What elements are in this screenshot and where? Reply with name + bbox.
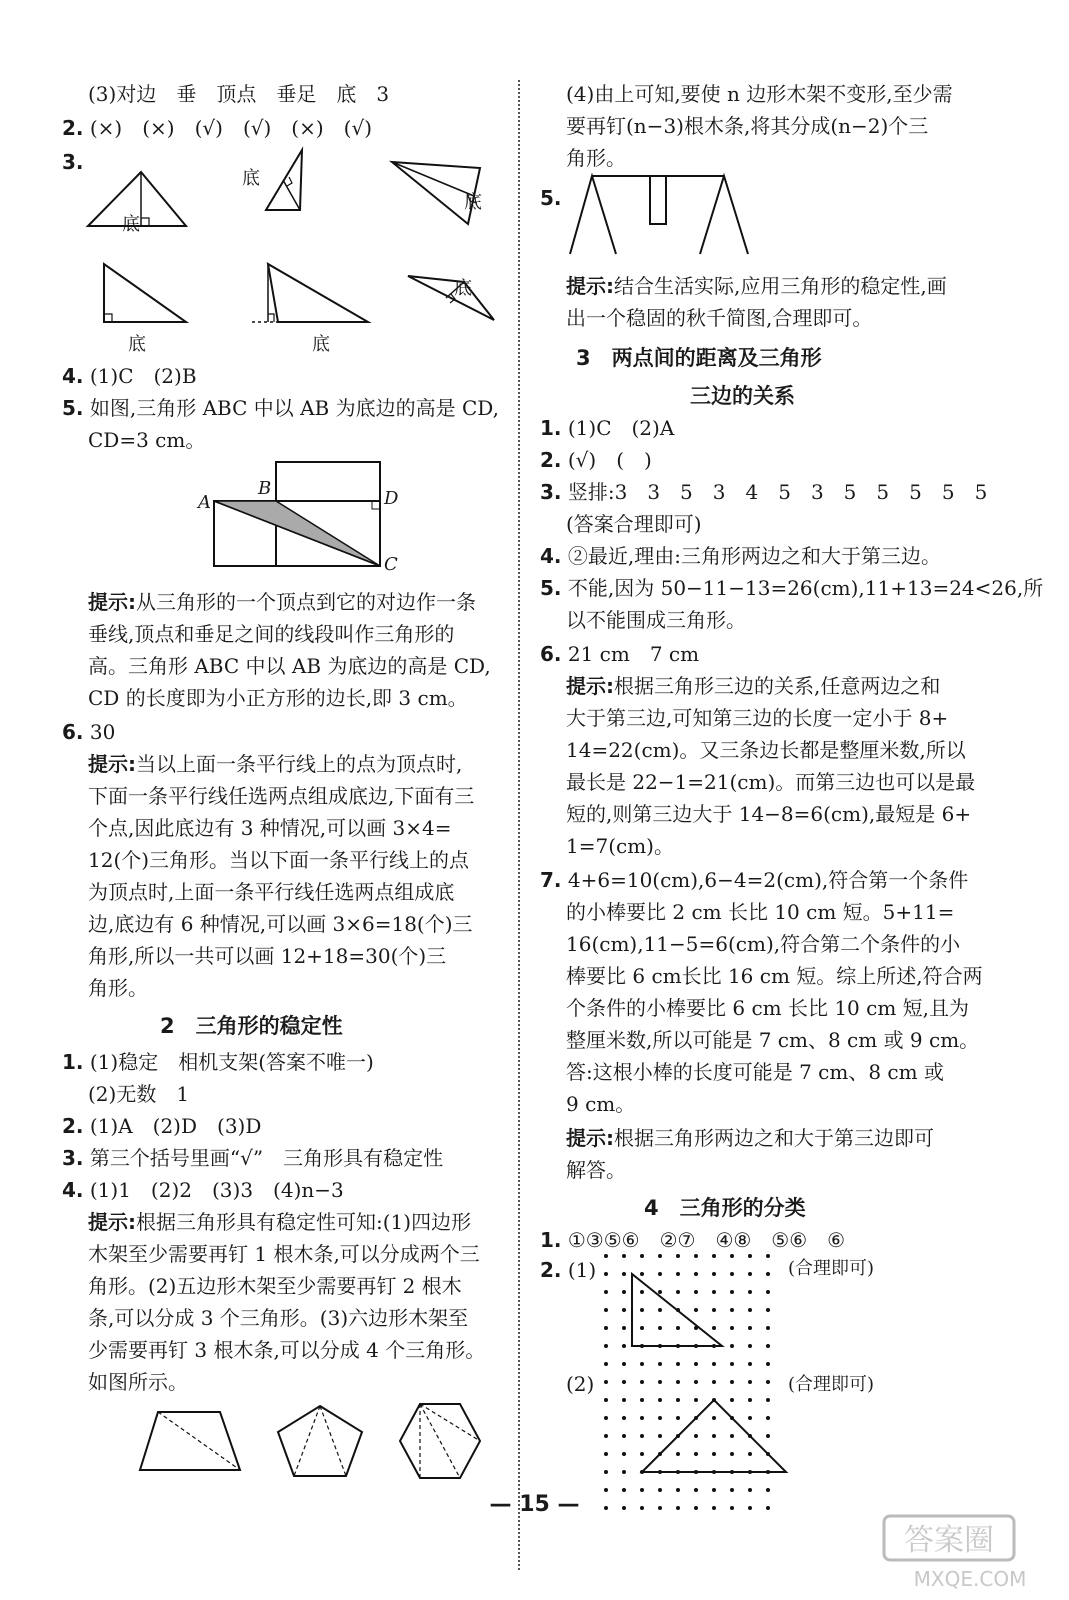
hint-5-line-4: CD 的长度即为小正方形的边长,即 3 cm。 (88, 686, 468, 710)
grid-dot (658, 1416, 662, 1420)
grid-dot (676, 1326, 680, 1330)
s3-q6-number: 6. (540, 642, 562, 666)
s2-q3-answer: 第三个括号里画“√” 三角形具有稳定性 (89, 1146, 444, 1170)
grid-dot (604, 1380, 608, 1384)
grid-dot (712, 1308, 716, 1312)
grid-dot (730, 1362, 734, 1366)
grid-dot (730, 1308, 734, 1312)
grid-dot (604, 1326, 608, 1330)
grid-dot (712, 1380, 716, 1384)
section-3-title-2: 三边的关系 (690, 384, 795, 408)
grid-dot (604, 1290, 608, 1294)
reasonable-note-1: (合理即可) (788, 1258, 875, 1279)
grid-dot (604, 1344, 608, 1348)
hint-6-line-1: 当以上面一条平行线上的点为顶点时, (136, 752, 463, 776)
s2-q3-number: 3. (62, 1146, 84, 1170)
grid-dot (766, 1362, 770, 1366)
grid-dot (640, 1290, 644, 1294)
section-3-heading (576, 342, 822, 372)
hint-4-line-3: 角形。(2)五边形木架至少需要再钉 2 根木 (88, 1274, 462, 1298)
grid-dot (694, 1272, 698, 1276)
triangle-figure-1 (86, 168, 196, 228)
grid-dot (622, 1452, 626, 1456)
grid-dot (766, 1308, 770, 1312)
grid-dot (658, 1326, 662, 1330)
section-4-heading (644, 1192, 806, 1222)
hint-6-line-8: 角形。 (88, 976, 148, 1000)
r-answer-line-1: (4)由上可知,要使 n 边形木架不变形,至少需 (566, 82, 953, 106)
watermark-text-1: 答案圈 (904, 1523, 994, 1558)
hint-label: 提示: (88, 590, 136, 614)
grid-dot (676, 1290, 680, 1294)
r-hint-6-line-6: 1=7(cm)。 (566, 834, 674, 858)
q6-number: 6. (62, 720, 84, 744)
hint-label: 提示: (566, 274, 614, 298)
grid-dot (712, 1362, 716, 1366)
grid-dot (766, 1380, 770, 1384)
r-answer-line-3: 角形。 (566, 146, 626, 170)
grid-dot (604, 1398, 608, 1402)
q6-answer: 30 (89, 720, 116, 744)
grid-dot (640, 1434, 644, 1438)
grid-dot (694, 1434, 698, 1438)
pentagon-figure (274, 1402, 366, 1480)
triangle-figure-5 (252, 260, 372, 326)
grid-dot (604, 1272, 608, 1276)
grid-dot (604, 1254, 608, 1258)
grid-dot (622, 1362, 626, 1366)
grid-dot (766, 1290, 770, 1294)
grid-dot (694, 1362, 698, 1366)
s3-q7-line-6: 整厘米数,所以可能是 7 cm、8 cm 或 9 cm。 (566, 1028, 980, 1052)
s2-q1-number: 1. (62, 1050, 84, 1074)
s3-q7-line-2: 的小棒要比 2 cm 长比 10 cm 短。5+11= (566, 900, 955, 924)
grid-dot (622, 1254, 626, 1258)
grid-dot (712, 1290, 716, 1294)
hint-4-line-5: 少需要再钉 3 根木条,可以分成 4 个三角形。 (88, 1338, 486, 1362)
grid-dot (622, 1308, 626, 1312)
grid-dot (658, 1308, 662, 1312)
triangle-figure-2 (262, 148, 322, 213)
q4-answer: (1)C (2)B (89, 364, 197, 388)
grid-dot (766, 1254, 770, 1258)
grid-dot (640, 1362, 644, 1366)
s3-q3-answer: 竖排:3 3 5 3 4 5 3 5 5 5 5 5 (567, 480, 988, 504)
hint-4-line-1: 根据三角形具有稳定性可知:(1)四边形 (136, 1210, 472, 1234)
grid-dot (730, 1452, 734, 1456)
grid-dot (676, 1380, 680, 1384)
s3-q7-line-8: 9 cm。 (566, 1092, 636, 1116)
grid-dot (622, 1470, 626, 1474)
s3-q7-line-5: 个条件的小棒要比 6 cm 长比 10 cm 短,且为 (566, 996, 970, 1020)
s3-q7-number: 7. (540, 868, 562, 892)
r-hint-7-line-2: 解答。 (566, 1158, 626, 1182)
grid-dot (640, 1380, 644, 1384)
grid-dot (730, 1434, 734, 1438)
s4-q2-part-1: (1) (567, 1258, 597, 1282)
s4-q1-answer: ①③⑤⑥ ②⑦ ④⑧ ⑤⑥ ⑥ (567, 1228, 846, 1252)
grid-dot (604, 1452, 608, 1456)
watermark-logo (880, 1512, 1060, 1594)
grid-dot (748, 1290, 752, 1294)
grid-dot (748, 1326, 752, 1330)
grid-dot (622, 1434, 626, 1438)
grid-dot (712, 1326, 716, 1330)
grid-dot (748, 1272, 752, 1276)
s2-q2-answer: (1)A (2)D (3)D (89, 1114, 262, 1138)
grid-dot (640, 1452, 644, 1456)
grid-dot (658, 1272, 662, 1276)
s4-q2-number: 2. (540, 1258, 562, 1282)
abcd-figure (212, 460, 382, 570)
grid-dot (694, 1398, 698, 1402)
r-hint-7-line-1: 根据三角形两边之和大于第三边即可 (614, 1126, 934, 1150)
grid-dot (766, 1326, 770, 1330)
grid-dot (748, 1380, 752, 1384)
r-answer-line-2: 要再钉(n−3)根木条,将其分成(n−2)个三 (566, 114, 929, 138)
grid-dot (712, 1452, 716, 1456)
grid-dot (622, 1326, 626, 1330)
s3-q5-answer: 不能,因为 50−11−13=26(cm),11+13=24<26,所 (567, 576, 1044, 600)
r-hint-6-line-2: 大于第三边,可知第三边的长度一定小于 8+ (566, 706, 949, 730)
grid-dot (604, 1362, 608, 1366)
fig-label-b: B (258, 478, 272, 499)
s3-q1-number: 1. (540, 416, 562, 440)
s3-q1-answer: (1)C (2)A (567, 416, 675, 440)
grid-dot (712, 1254, 716, 1258)
q5-number: 5. (62, 396, 84, 420)
section-2-heading (160, 1010, 343, 1040)
grid-dot (640, 1272, 644, 1276)
grid-dot (748, 1344, 752, 1348)
grid-dot (748, 1416, 752, 1420)
hint-6-line-4: 12(个)三角形。当以下面一条平行线上的点 (88, 848, 470, 872)
s3-q5-number: 5. (540, 576, 562, 600)
grid-dot (766, 1416, 770, 1420)
hint-6-line-6: 边,底边有 6 种情况,可以画 3×6=18(个)三 (88, 912, 473, 936)
grid-dot (676, 1272, 680, 1276)
r-q5-number: 5. (540, 186, 562, 210)
grid-dot (748, 1398, 752, 1402)
s3-q7-answer: 4+6=10(cm),6−4=2(cm),符合第一个条件 (567, 868, 969, 892)
hint-4-line-4: 条,可以分成 3 个三角形。(3)六边形木架至 (88, 1306, 469, 1330)
s2-q4-number: 4. (62, 1178, 84, 1202)
grid-dot (730, 1380, 734, 1384)
grid-dot (622, 1380, 626, 1384)
r-hint-6-line-5: 短的,则第三边大于 14−8=6(cm),最短是 6+ (566, 802, 972, 826)
triangle-figure-4 (100, 260, 190, 326)
grid-dot (730, 1272, 734, 1276)
q2-number: 2. (62, 116, 84, 140)
grid-dot (694, 1290, 698, 1294)
grid-dot (694, 1308, 698, 1312)
grid-dot (658, 1362, 662, 1366)
grid-dot (748, 1254, 752, 1258)
grid-dot (730, 1344, 734, 1348)
s2-q4-answer: (1)1 (2)2 (3)3 (4)n−3 (89, 1178, 344, 1202)
section-3-number: 3 (576, 346, 591, 370)
triangle-label-6: 底 (454, 278, 472, 299)
fig-label-a: A (198, 492, 211, 513)
triangle-label-1: 底 (122, 214, 140, 235)
grid-dot (766, 1272, 770, 1276)
answer-3-line: (3)对边 垂 顶点 垂足 底 3 (88, 82, 390, 106)
s3-q3-answer-2: (答案合理即可) (566, 512, 702, 536)
hint-4-line-6: 如图所示。 (88, 1370, 188, 1394)
grid-dot (730, 1326, 734, 1330)
s3-q4-number: 4. (540, 544, 562, 568)
grid-dot (730, 1398, 734, 1402)
r-hint-5-line-1: 结合生活实际,应用三角形的稳定性,画 (614, 274, 947, 298)
q4-number: 4. (62, 364, 84, 388)
grid-dot (712, 1272, 716, 1276)
right-triangle-drawing (632, 1274, 722, 1346)
s2-q2-number: 2. (62, 1114, 84, 1138)
s3-q7-line-4: 棒要比 6 cm长比 16 cm 短。综上所述,符合两 (566, 964, 983, 988)
grid-dot (622, 1272, 626, 1276)
section-2-number: 2 (160, 1014, 175, 1038)
grid-dot (748, 1362, 752, 1366)
watermark-text-2: MXQE.COM (913, 1567, 1027, 1591)
s4-q1-number: 1. (540, 1228, 562, 1252)
grid-dot (658, 1434, 662, 1438)
s3-q7-line-3: 16(cm),11−5=6(cm),符合第二个条件的小 (566, 932, 961, 956)
hint-label: 提示: (88, 1210, 136, 1234)
s3-q5-answer-2: 以不能围成三角形。 (566, 608, 746, 632)
grid-dot (604, 1470, 608, 1474)
triangle-label-2: 底 (242, 168, 260, 189)
hint-6-line-2: 下面一条平行线任选两点组成底边,下面有三 (88, 784, 475, 808)
grid-dot (622, 1416, 626, 1420)
hint-5-line-2: 垂线,顶点和垂足之间的线段叫作三角形的 (88, 622, 455, 646)
s2-q1-answer-2: (2)无数 1 (88, 1082, 190, 1106)
triangle-figure-6 (406, 272, 496, 322)
grid-dot (640, 1416, 644, 1420)
grid-dot (712, 1416, 716, 1420)
hint-5-line-1: 从三角形的一个顶点到它的对边作一条 (136, 590, 476, 614)
r-hint-6-line-4: 最长是 22−1=21(cm)。而第三边也可以是最 (566, 770, 976, 794)
hint-label: 提示: (566, 674, 614, 698)
s3-q2-answer: (√) ( ) (567, 448, 652, 472)
grid-dot (640, 1326, 644, 1330)
grid-dot (712, 1434, 716, 1438)
s3-q3-number: 3. (540, 480, 562, 504)
hint-6-line-7: 角形,所以一共可以画 12+18=30(个)三 (88, 944, 447, 968)
grid-dot (748, 1308, 752, 1312)
grid-dot (622, 1398, 626, 1402)
triangle-label-4: 底 (128, 334, 146, 355)
grid-dot (622, 1344, 626, 1348)
triangle-label-3: 底 (464, 192, 482, 213)
q2-answer: (×) (×) (√) (√) (×) (√) (89, 116, 373, 140)
grid-dot (640, 1308, 644, 1312)
grid-dot (676, 1254, 680, 1258)
grid-dot (694, 1380, 698, 1384)
grid-dot (658, 1290, 662, 1294)
grid-dot (766, 1344, 770, 1348)
section-2-title: 三角形的稳定性 (195, 1014, 343, 1038)
r-hint-5-line-2: 出一个稳固的秋千简图,合理即可。 (566, 306, 873, 330)
hint-label: 提示: (566, 1126, 614, 1150)
grid-dot (604, 1416, 608, 1420)
grid-dot (604, 1308, 608, 1312)
q5-answer-2: CD=3 cm。 (88, 428, 206, 452)
grid-dot (622, 1290, 626, 1294)
s3-q6-answer: 21 cm 7 cm (567, 642, 700, 666)
grid-dot (730, 1254, 734, 1258)
grid-dot (658, 1380, 662, 1384)
grid-dot (676, 1398, 680, 1402)
quadrilateral-figure (136, 1408, 246, 1474)
reasonable-note-2: (合理即可) (788, 1374, 875, 1395)
grid-dot (676, 1362, 680, 1366)
hint-6-line-3: 个点,因此底边有 3 种情况,可以画 3×4= (88, 816, 452, 840)
grid-dot (676, 1416, 680, 1420)
grid-dot (694, 1452, 698, 1456)
hexagon-figure (396, 1400, 484, 1482)
grid-dot (676, 1452, 680, 1456)
section-4-title: 三角形的分类 (679, 1196, 806, 1220)
s3-q4-answer: ②最近,理由:三角形两边之和大于第三边。 (567, 544, 941, 568)
grid-dot (766, 1434, 770, 1438)
grid-dot (730, 1290, 734, 1294)
grid-dot (748, 1452, 752, 1456)
dot-grid-1 (598, 1250, 788, 1365)
grid-dot (658, 1398, 662, 1402)
fig-label-d: D (384, 488, 399, 509)
grid-dot (658, 1254, 662, 1258)
s3-q7-line-7: 答:这根小棒的长度可能是 7 cm、8 cm 或 (566, 1060, 944, 1084)
s2-q1-answer: (1)稳定 相机支架(答案不唯一) (89, 1050, 374, 1074)
s4-q2-part-2: (2) (566, 1372, 595, 1396)
hint-5-line-3: 高。三角形 ABC 中以 AB 为底边的高是 CD, (88, 654, 491, 678)
hint-4-line-2: 木架至少需要再钉 1 根木条,可以分成两个三 (88, 1242, 480, 1266)
fig-label-c: C (384, 554, 398, 575)
page-number: — 15 — (489, 1492, 580, 1517)
grid-dot (640, 1254, 644, 1258)
grid-dot (604, 1434, 608, 1438)
r-hint-6-line-3: 14=22(cm)。又三条边长都是整厘米数,所以 (566, 738, 966, 762)
grid-dot (640, 1398, 644, 1402)
q3-number: 3. (62, 150, 84, 174)
s3-q2-number: 2. (540, 448, 562, 472)
q5-answer: 如图,三角形 ABC 中以 AB 为底边的高是 CD, (89, 396, 499, 420)
hint-6-line-5: 为顶点时,上面一条平行线任选两点组成底 (88, 880, 455, 904)
hint-label: 提示: (88, 752, 136, 776)
triangle-label-5: 底 (312, 334, 330, 355)
section-4-number: 4 (644, 1196, 659, 1220)
swing-figure (568, 172, 752, 258)
grid-dot (766, 1398, 770, 1402)
grid-dot (694, 1254, 698, 1258)
section-3-title-1: 两点间的距离及三角形 (611, 346, 822, 370)
column-divider (518, 80, 520, 1570)
r-hint-6-line-1: 根据三角形三边的关系,任意两边之和 (614, 674, 941, 698)
